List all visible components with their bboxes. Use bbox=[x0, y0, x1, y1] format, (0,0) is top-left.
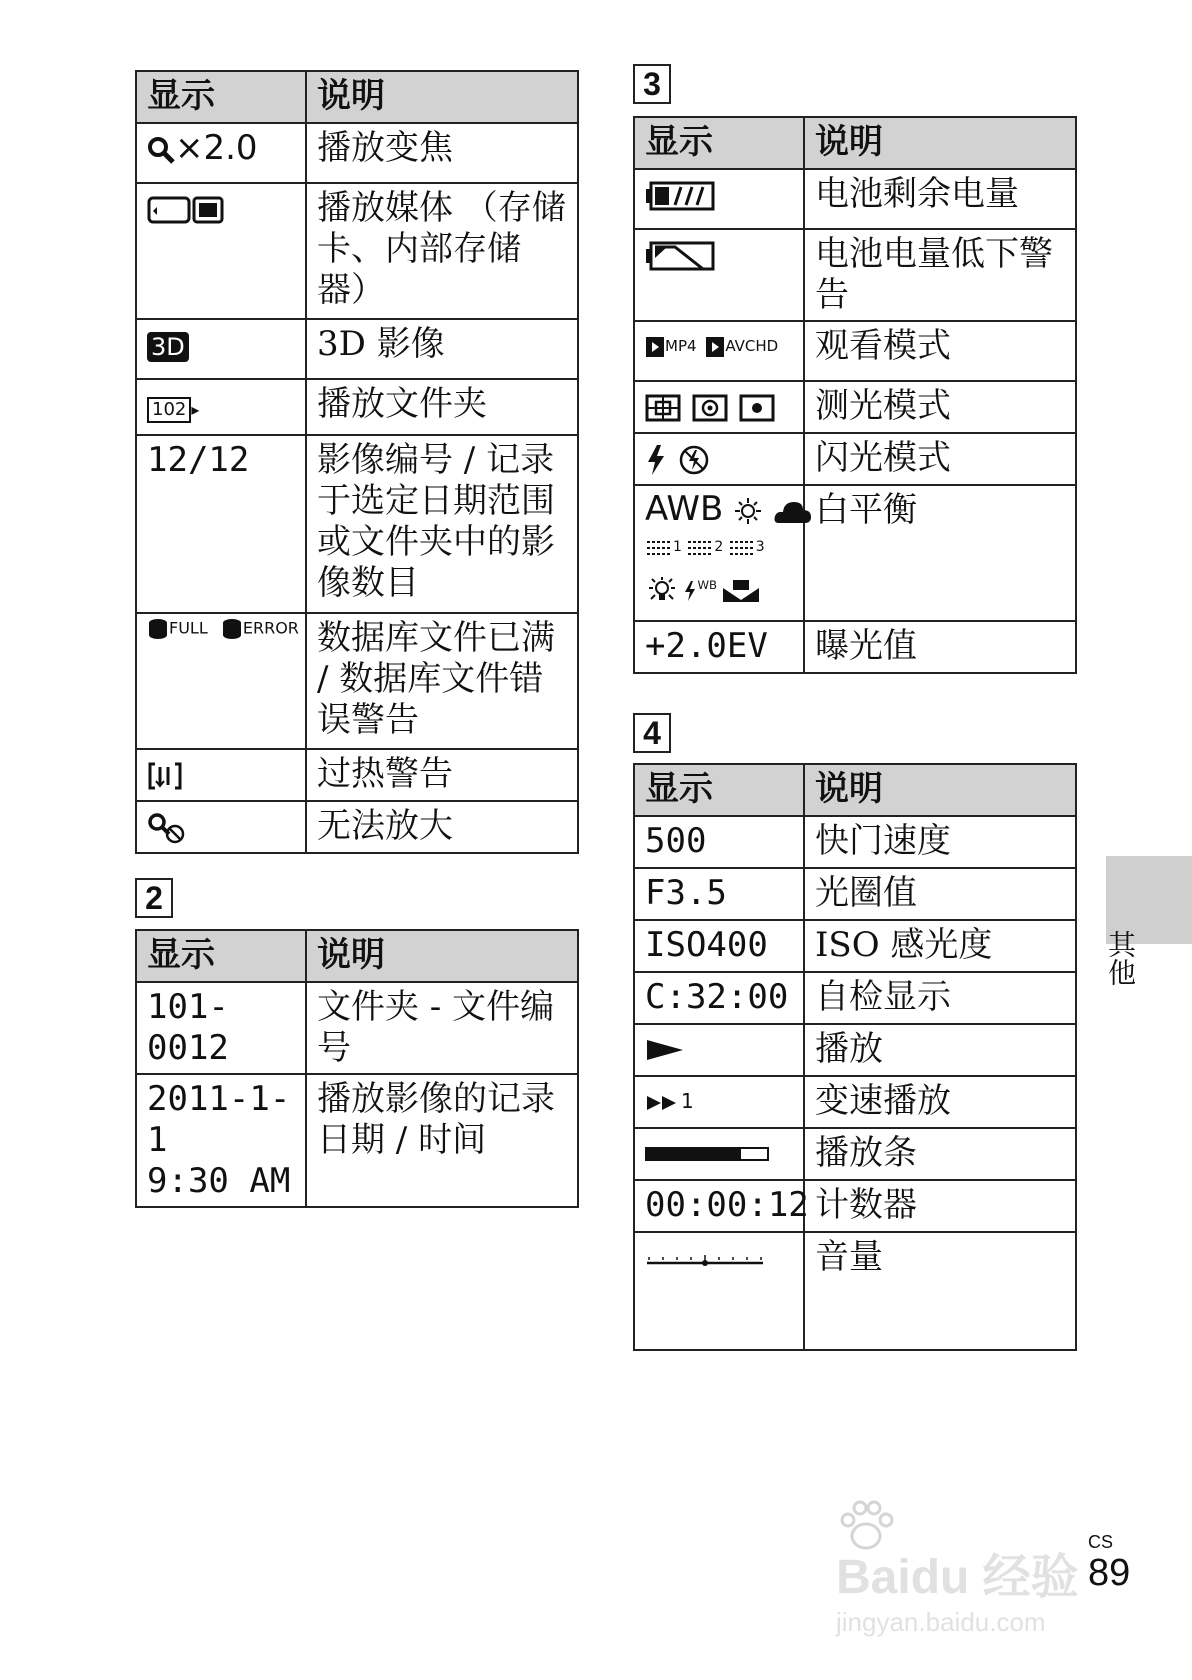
description-cell: 无法放大 bbox=[306, 801, 578, 853]
fluorescent-icon bbox=[645, 536, 673, 558]
description-cell: 数据库文件已满 / 数据库文件错误警告 bbox=[306, 613, 578, 749]
flash-on-icon bbox=[645, 444, 667, 476]
table-row bbox=[634, 433, 1076, 485]
daylight-icon bbox=[734, 497, 762, 525]
display-cell bbox=[136, 613, 306, 749]
display-cell bbox=[634, 169, 804, 229]
description-cell: ISO 感光度 bbox=[804, 920, 1076, 972]
table-display-1 bbox=[135, 70, 579, 854]
description-cell: 电池剩余电量 bbox=[804, 169, 1076, 229]
overheat-warning-icon bbox=[147, 761, 183, 791]
internal-memory-icon bbox=[191, 195, 225, 225]
table-row bbox=[634, 1076, 1076, 1128]
metering-multi-icon bbox=[645, 394, 681, 422]
table-row bbox=[634, 321, 1076, 381]
description-cell: 播放 bbox=[804, 1024, 1076, 1076]
fluorescent-2-label: 2 bbox=[714, 539, 724, 555]
display-cell bbox=[136, 183, 306, 319]
display-cell bbox=[634, 321, 804, 381]
table-row bbox=[634, 621, 1076, 673]
table-header-row bbox=[634, 117, 1076, 169]
battery-low-warning-icon bbox=[645, 236, 715, 276]
display-cell bbox=[634, 1024, 804, 1076]
fluorescent-3-label: 3 bbox=[755, 539, 765, 555]
table-row bbox=[136, 749, 578, 801]
table-row bbox=[136, 123, 578, 183]
display-cell bbox=[634, 485, 804, 621]
awb-label: AWB bbox=[645, 489, 724, 529]
volume-scale-icon bbox=[645, 1247, 767, 1271]
table-row bbox=[634, 381, 1076, 433]
display-cell bbox=[634, 381, 804, 433]
incandescent-icon bbox=[645, 577, 679, 605]
playback-folder-icon: 102 bbox=[147, 397, 191, 423]
speed-label: 1 bbox=[681, 1089, 694, 1113]
description-cell: 白平衡 bbox=[804, 485, 1076, 621]
memory-card-icon bbox=[147, 195, 191, 225]
display-cell bbox=[634, 1232, 804, 1350]
3d-badge-icon: 3D bbox=[147, 332, 189, 362]
fluorescent-1-label: 1 bbox=[673, 539, 682, 555]
table-display-2 bbox=[135, 929, 579, 1208]
page-number: 89 bbox=[1088, 1552, 1131, 1594]
table-header-row bbox=[136, 71, 578, 123]
header-display: 显示 bbox=[634, 764, 804, 816]
custom-wb-icon bbox=[721, 578, 761, 604]
page-language-code: CS bbox=[1088, 1532, 1114, 1552]
watermark bbox=[836, 1498, 1079, 1638]
description-cell: 闪光模式 bbox=[804, 433, 1076, 485]
wb-row-2 bbox=[645, 528, 793, 566]
header-description: 说明 bbox=[804, 117, 1076, 169]
metering-center-icon bbox=[692, 394, 728, 422]
description-cell: 过热警告 bbox=[306, 749, 578, 801]
database-full-icon bbox=[147, 618, 169, 640]
table-row bbox=[634, 1128, 1076, 1180]
fast-forward-icon bbox=[645, 1093, 681, 1113]
description-cell: 测光模式 bbox=[804, 381, 1076, 433]
display-cell: 500 bbox=[634, 816, 804, 868]
display-cell bbox=[136, 749, 306, 801]
description-cell: 音量 bbox=[804, 1232, 1076, 1350]
zoom-factor: ×2.0 bbox=[175, 128, 258, 168]
table-row bbox=[136, 379, 578, 435]
description-cell: 光圈值 bbox=[804, 868, 1076, 920]
table-display-4 bbox=[633, 763, 1077, 1351]
database-error-icon bbox=[221, 618, 243, 640]
description-cell: 电池电量低下警告 bbox=[804, 229, 1076, 321]
zoom-magnifier-icon bbox=[147, 136, 175, 164]
table-row bbox=[634, 1180, 1076, 1232]
table-row bbox=[634, 1232, 1076, 1350]
flash-wb-icon bbox=[683, 580, 697, 602]
table-row bbox=[634, 485, 1076, 621]
table-row bbox=[136, 613, 578, 749]
cloudy-icon bbox=[773, 497, 813, 525]
playback-bar-fill bbox=[647, 1149, 741, 1159]
description-cell: 计数器 bbox=[804, 1180, 1076, 1232]
display-cell bbox=[136, 379, 306, 435]
view-mode-avchd-icon bbox=[705, 336, 725, 358]
database-full-label: FULL bbox=[169, 618, 208, 638]
description-cell: 自检显示 bbox=[804, 972, 1076, 1024]
display-cell bbox=[136, 801, 306, 853]
description-cell: 曝光值 bbox=[804, 621, 1076, 673]
description-cell: 播放影像的记录日期 / 时间 bbox=[306, 1074, 578, 1207]
display-cell: ISO400 bbox=[634, 920, 804, 972]
section-number-3: 3 bbox=[633, 64, 671, 104]
metering-spot-icon bbox=[739, 394, 775, 422]
display-cell bbox=[136, 319, 306, 379]
header-description: 说明 bbox=[306, 71, 578, 123]
display-cell: +2.0EV bbox=[634, 621, 804, 673]
display-cell bbox=[634, 229, 804, 321]
table-row bbox=[136, 319, 578, 379]
display-cell: 101-0012 bbox=[136, 982, 306, 1074]
header-description: 说明 bbox=[306, 930, 578, 982]
section-number-2: 2 bbox=[135, 878, 173, 918]
table-row bbox=[634, 169, 1076, 229]
display-cell bbox=[634, 1128, 804, 1180]
description-cell: 观看模式 bbox=[804, 321, 1076, 381]
table-row bbox=[634, 816, 1076, 868]
header-display: 显示 bbox=[136, 71, 306, 123]
table-row bbox=[136, 982, 578, 1074]
wb-row-3 bbox=[645, 566, 793, 610]
table-row bbox=[634, 972, 1076, 1024]
display-cell bbox=[634, 433, 804, 485]
display-cell: 00:00:12 bbox=[634, 1180, 804, 1232]
watermark-brand: Baidu 经验 bbox=[836, 1551, 1079, 1604]
description-cell: 变速播放 bbox=[804, 1076, 1076, 1128]
mp4-label: MP4 bbox=[665, 337, 697, 355]
display-cell: 12/12 bbox=[136, 435, 306, 613]
display-cell: C:32:00 bbox=[634, 972, 804, 1024]
display-cell: 2011-1-1 9:30 AM bbox=[136, 1074, 306, 1207]
section-number-4: 4 bbox=[633, 713, 671, 753]
display-cell bbox=[136, 123, 306, 183]
description-cell: 播放变焦 bbox=[306, 123, 578, 183]
flash-off-icon bbox=[678, 444, 710, 476]
description-cell: 播放媒体 （存储卡、内部存储器） bbox=[306, 183, 578, 319]
view-mode-mp4-icon bbox=[645, 336, 665, 358]
header-display: 显示 bbox=[136, 930, 306, 982]
play-icon bbox=[645, 1038, 685, 1064]
side-tab-label: 其他 bbox=[1104, 930, 1137, 986]
table-row bbox=[136, 1074, 578, 1207]
description-cell: 快门速度 bbox=[804, 816, 1076, 868]
cannot-enlarge-icon bbox=[147, 812, 187, 844]
table-row bbox=[634, 229, 1076, 321]
table-display-3 bbox=[633, 116, 1077, 674]
table-row bbox=[136, 183, 578, 319]
playback-bar bbox=[645, 1147, 769, 1161]
table-row bbox=[634, 1024, 1076, 1076]
watermark-url: jingyan.baidu.com bbox=[836, 1607, 1046, 1637]
fluorescent-icon bbox=[686, 536, 714, 558]
table-header-row bbox=[136, 930, 578, 982]
battery-remaining-icon bbox=[645, 179, 715, 213]
wb-label: WB bbox=[697, 578, 717, 592]
folder-arrow-icon: ▸ bbox=[191, 400, 200, 419]
table-row bbox=[136, 435, 578, 613]
table-row bbox=[634, 920, 1076, 972]
header-display: 显示 bbox=[634, 117, 804, 169]
table-row bbox=[136, 801, 578, 853]
description-cell: 3D 影像 bbox=[306, 319, 578, 379]
table-row bbox=[634, 868, 1076, 920]
description-cell: 文件夹 - 文件编号 bbox=[306, 982, 578, 1074]
fluorescent-icon bbox=[728, 536, 756, 558]
database-error-label: ERROR bbox=[242, 618, 299, 638]
avchd-label: AVCHD bbox=[725, 337, 779, 355]
header-description: 说明 bbox=[804, 764, 1076, 816]
table-header-row bbox=[634, 764, 1076, 816]
wb-row-1 bbox=[645, 490, 793, 528]
display-cell: F3.5 bbox=[634, 868, 804, 920]
description-cell: 影像编号 / 记录于选定日期范围或文件夹中的影像数目 bbox=[306, 435, 578, 613]
display-cell bbox=[634, 1076, 804, 1128]
description-cell: 播放条 bbox=[804, 1128, 1076, 1180]
description-cell: 播放文件夹 bbox=[306, 379, 578, 435]
